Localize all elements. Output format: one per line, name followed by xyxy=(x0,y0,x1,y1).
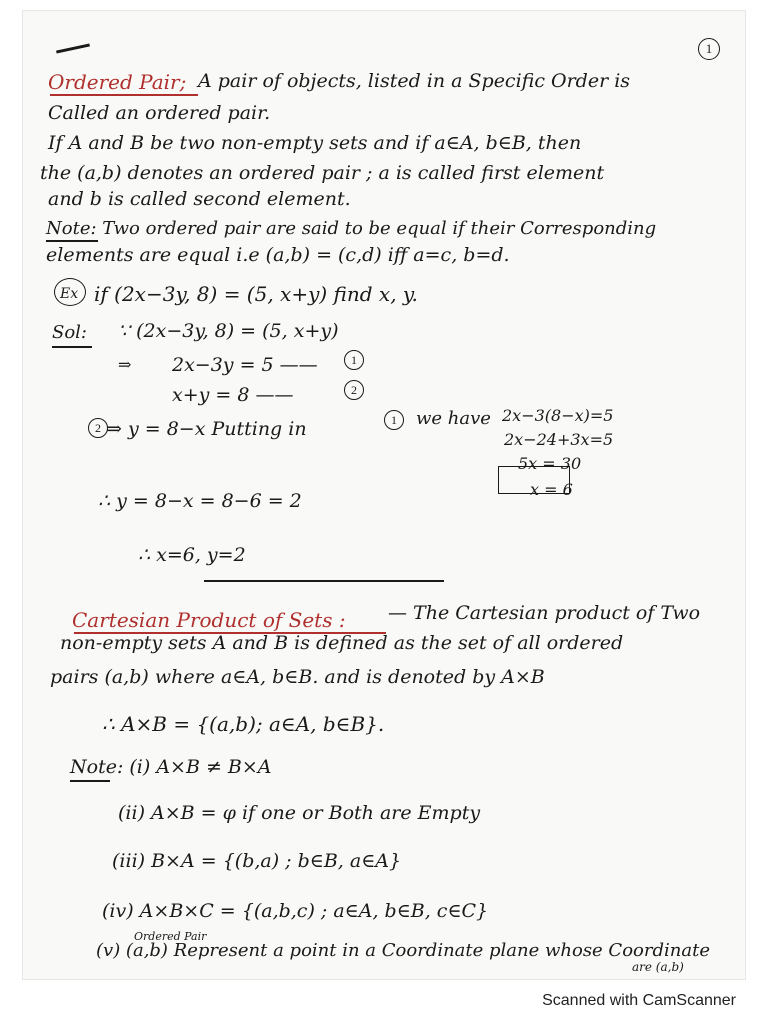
margin-mark xyxy=(56,43,90,53)
text-line-l16: ∴ y = 8−x = 8−6 = 2 xyxy=(98,490,302,512)
text-line-l20: pairs (a,b) where a∈A, b∈B. and is denoted by A×B xyxy=(50,666,545,688)
circled-number-c4: 1 xyxy=(384,410,404,430)
notebook-page xyxy=(22,10,746,980)
text-line-l26b: (v) (a,b) Represent a point in a Coordinate plane whose Coordinate xyxy=(96,940,710,961)
text-line-l2: Called an ordered pair. xyxy=(48,102,271,124)
text-line-l8a: Ex xyxy=(60,286,79,302)
text-line-l6: Note: Two ordered pair are said to be equal if their Corresponding xyxy=(46,218,657,239)
text-line-l21: ∴ A×B = {(a,b); a∈A, b∈B}. xyxy=(102,712,385,736)
note-underline xyxy=(46,240,98,242)
text-line-l24: (iii) B×A = {(b,a) ; b∈B, a∈A} xyxy=(112,850,402,872)
text-line-l17: ∴ x=6, y=2 xyxy=(138,544,246,566)
text-line-l12c: 2x−3(8−x)=5 xyxy=(502,406,614,425)
circled-number-c1: 1 xyxy=(344,350,364,370)
circled-number-c3: 2 xyxy=(88,418,108,438)
text-line-l19: non-empty sets A and B is defined as the set of all ordered xyxy=(60,632,624,654)
text-line-l12b: we have xyxy=(416,408,491,429)
text-line-l25: (iv) A×B×C = {(a,b,c) ; a∈A, b∈B, c∈C} xyxy=(102,900,489,922)
text-line-l9b: ∵ (2x−3y, 8) = (5, x+y) xyxy=(118,320,339,342)
text-line-l11: x+y = 8 —— xyxy=(172,384,294,406)
text-line-l12a: ⇒ y = 8−x Putting in xyxy=(106,418,307,440)
text-line-l5: and b is called second element. xyxy=(48,188,351,210)
text-line-l23: (ii) A×B = φ if one or Both are Empty xyxy=(118,802,481,824)
note-underline-2 xyxy=(70,780,110,782)
text-line-l22: Note: (i) A×B ≠ B×A xyxy=(70,756,272,778)
text-line-l18b: — The Cartesian product of Two xyxy=(388,602,701,624)
text-line-l1a: Ordered Pair; xyxy=(48,70,187,94)
text-line-l4: the (a,b) denotes an ordered pair ; a is called first element xyxy=(40,162,605,184)
text-line-l8b: if (2x−3y, 8) = (5, x+y) find x, y. xyxy=(94,282,418,306)
text-line-l3: If A and B be two non-empty sets and if a∈A, b∈B, then xyxy=(48,132,582,154)
text-line-l1b: A pair of objects, listed in a Specific Order is xyxy=(198,70,631,92)
circled-number-c2: 2 xyxy=(344,380,364,400)
text-line-l9a: Sol: xyxy=(52,322,87,343)
sol-underline xyxy=(52,346,92,348)
section-divider xyxy=(204,580,444,582)
text-line-l18a: Cartesian Product of Sets : xyxy=(72,608,346,632)
page-number: 1 xyxy=(698,38,720,60)
text-line-l10a: ⇒ xyxy=(118,355,132,374)
text-line-l7: elements are equal i.e (a,b) = (c,d) iff a=c, b=d. xyxy=(46,244,510,266)
text-line-l27: are (a,b) xyxy=(632,960,684,974)
text-line-l26a: Ordered Pair xyxy=(134,930,207,943)
footer-watermark: Scanned with CamScanner xyxy=(542,992,736,1009)
text-line-l15: x = 6 xyxy=(530,480,573,499)
text-line-l10b: 2x−3y = 5 —— xyxy=(172,354,318,376)
text-line-l13: 2x−24+3x=5 xyxy=(504,430,614,449)
text-line-l14: 5x = 30 xyxy=(518,454,582,473)
heading-underline xyxy=(50,94,198,96)
scanner-footer xyxy=(0,986,768,1024)
